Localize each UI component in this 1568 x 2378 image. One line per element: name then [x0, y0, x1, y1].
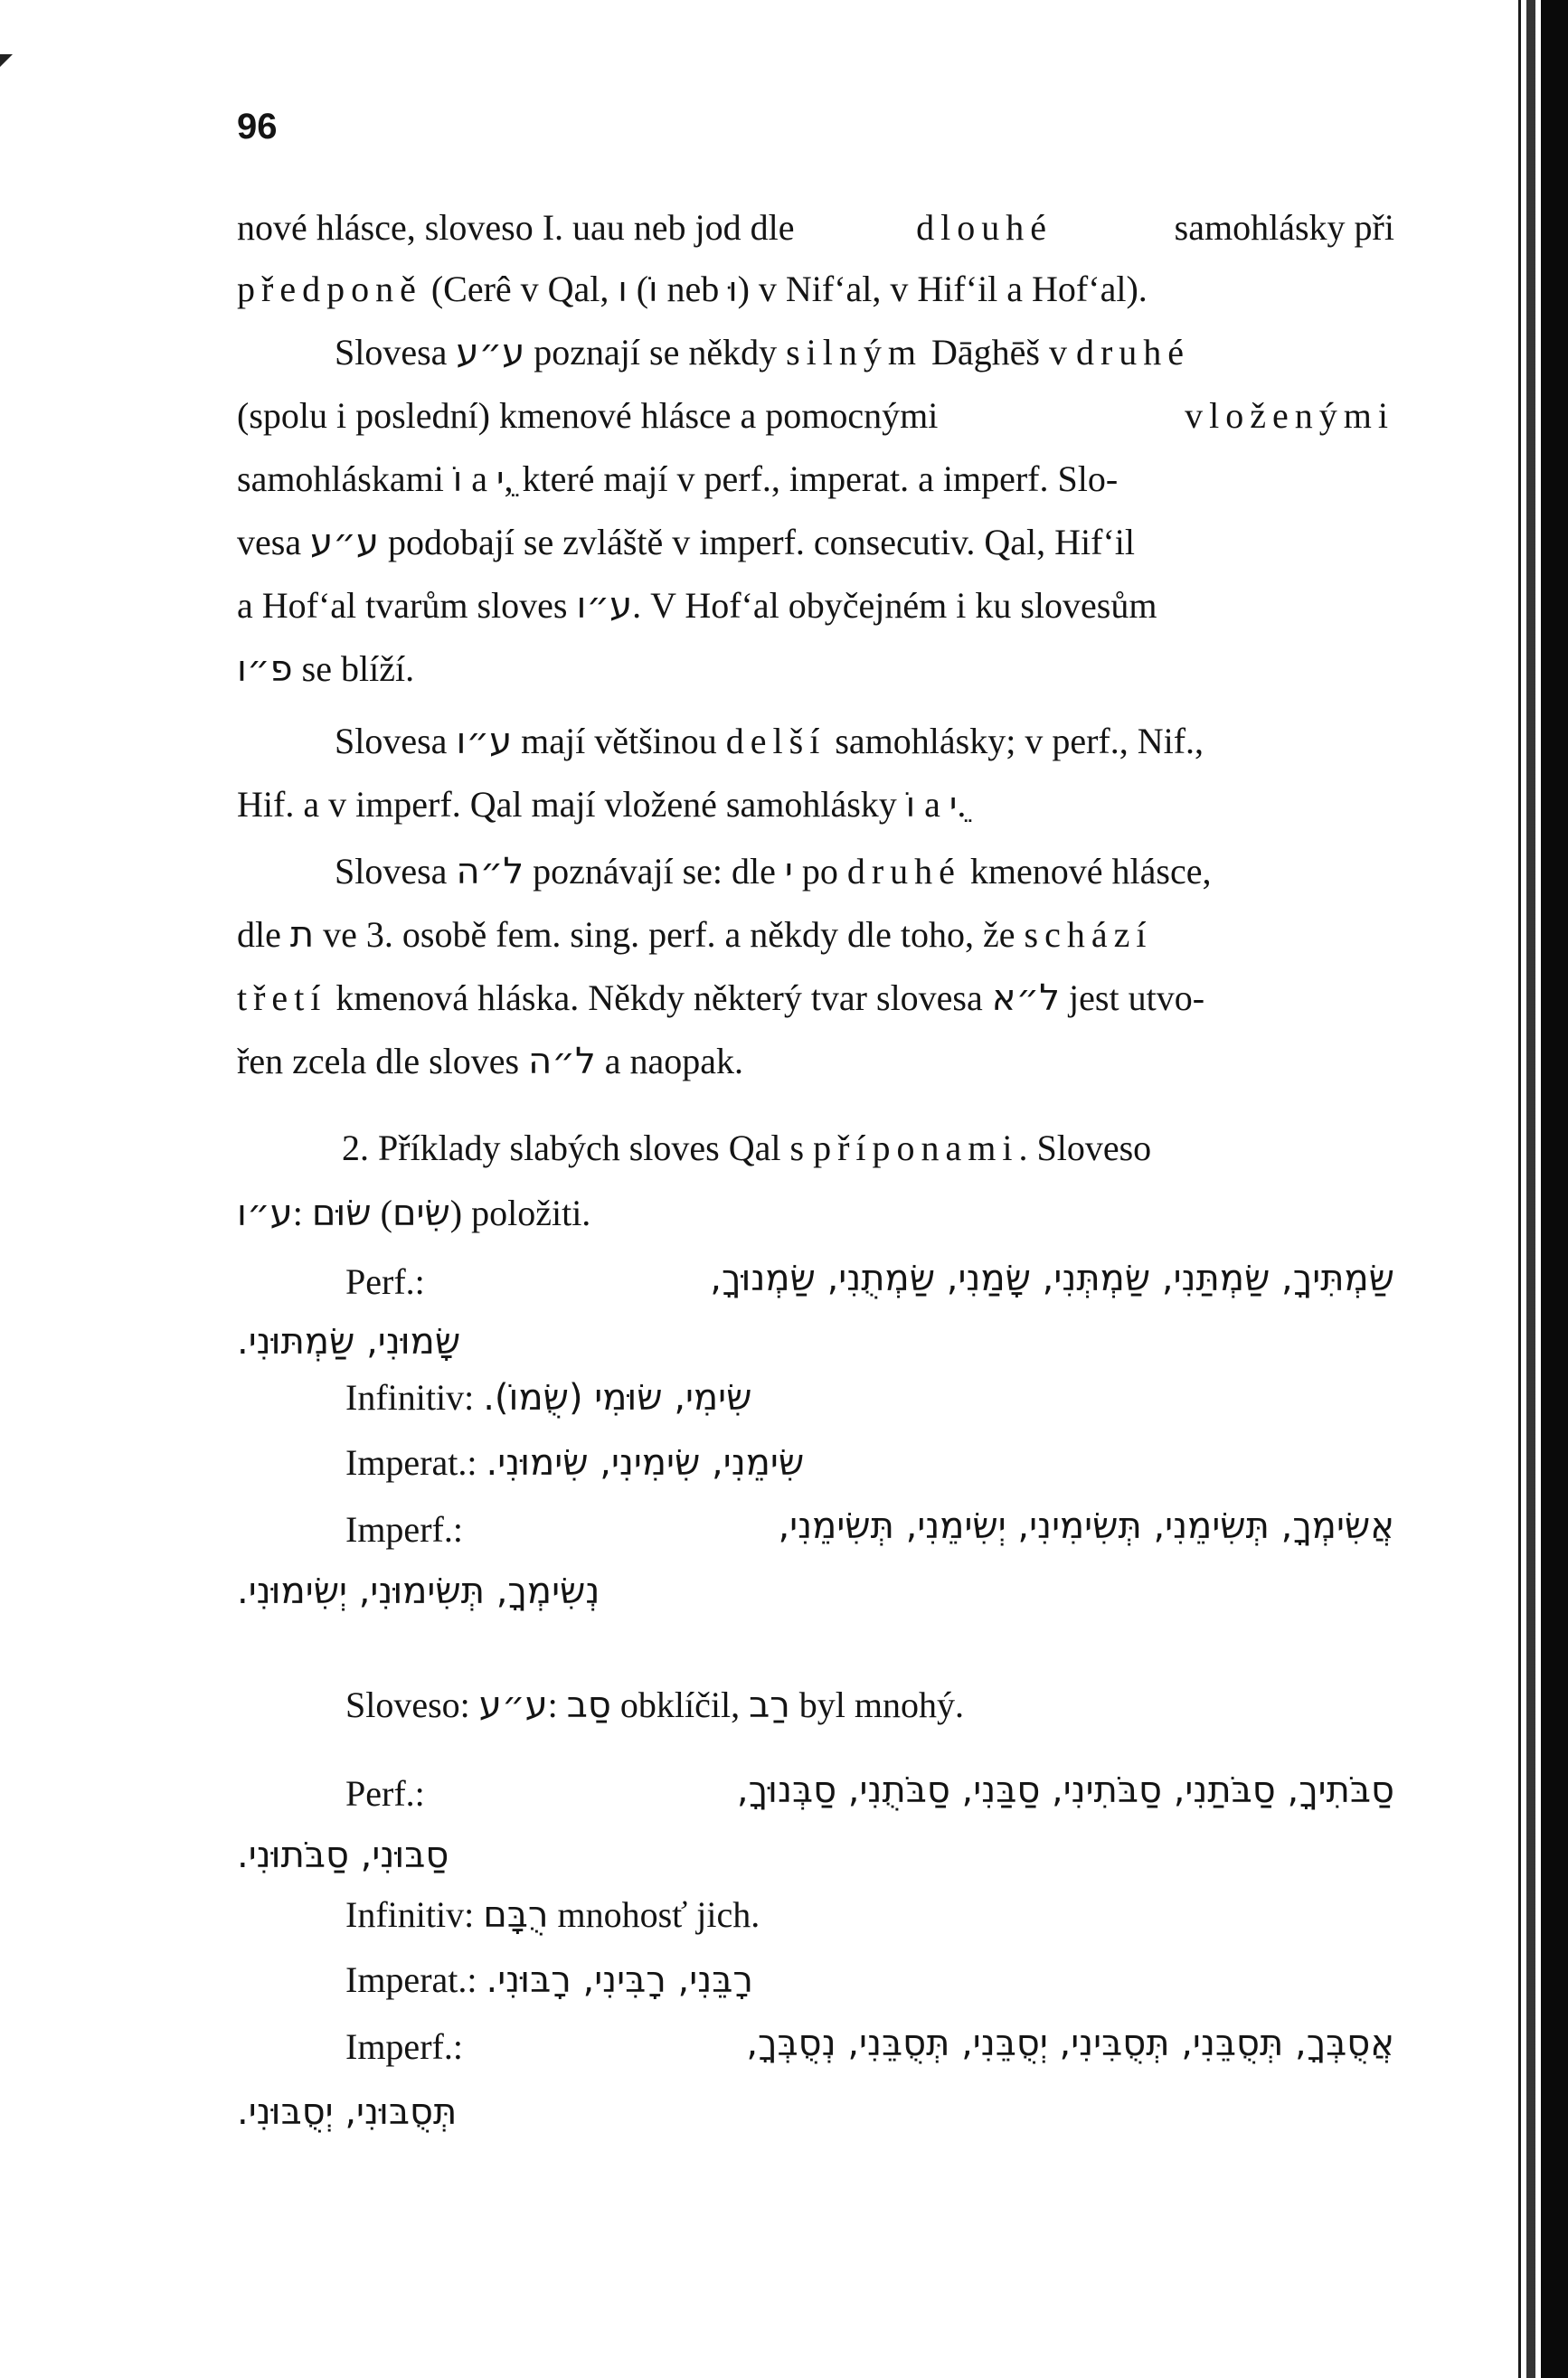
text-line: samohláskami וֹ a ֵי, které mají v perf., imperat. a imperf. Slo-	[237, 458, 1119, 499]
perf-label: Perf.:	[345, 1261, 425, 1302]
page-corner-mark	[0, 54, 13, 67]
hebrew-forms: שַׂמְתִּיךָ, שַׂמְתַּנִי, שַׂמְתְּנִי, שָׂמַנִי, שַׂמְתֻנִי, שַׂמְנוּךָ,	[710, 1258, 1394, 1299]
text-line: Infinitiv: שִׂימִי, שׂוּמִי (שֻׂמוֹ).	[345, 1377, 752, 1419]
text-line: Slovesa ל״ה poznávají se: dle י po druhé kmenové hlásce,	[335, 851, 1212, 892]
hebrew-forms: שָׂמוּנִי, שַׂמְתּוּנִי.	[237, 1321, 461, 1363]
text-line: Perf.:	[345, 1773, 425, 1814]
text-line: Slovesa ע״ע poznají se někdy silným Dāghēš v druhé	[335, 332, 1191, 373]
text-line: Imperat.: שִׂימֵנִי, שִׂימִינִי, שִׂימוּנִי.	[345, 1442, 805, 1484]
text-line: Imperat.: רָבֵּנִי, רָבִּינִי, רָבּוּנִי.	[345, 1959, 753, 2001]
text-line: Imperf.:	[345, 1509, 463, 1550]
text-line: vesa ע״ע podobají se zvláště v imperf. consecutiv. Qal, Hif‘il	[237, 522, 1135, 563]
hebrew-forms: סַבֹּתִיךָ, סַבֹּתַנִי, סַבֹּתִינִי, סַבַּנִי, סַבֹּתֻנִי, סַבְּנוּךָ,	[736, 1769, 1394, 1811]
hebrew-forms: אֲסֻבְּךָ, תְּסֻבֵּנִי, תְּסֻבִּינִי, יְסֻבֵּנִי, תְּסֻבֵּנִי, נְסֻבְּךָ,	[746, 2023, 1394, 2064]
text-line: Hif. a v imperf. Qal mají vložené samohlásky וֹ a ֵי.	[237, 784, 967, 825]
text-line: předponě (Cerê v Qal, ו (וֹ neb וּ) v Nif‘al, v Hif‘il a Hof‘al).	[237, 269, 1148, 309]
hebrew-forms: סַבּוּנִי, סַבֹּתוּנִי.	[237, 1835, 449, 1876]
text-line: dle ת ve 3. osobě fem. sing. perf. a někdy dle toho, že schází	[237, 914, 1153, 956]
text-line: Sloveso: ע״ע: סַב obklíčil, רַב byl mnohý.	[345, 1684, 965, 1726]
text-line: Slovesa ע״ו mají většinou delší samohlásky; v perf., Nif.,	[335, 721, 1204, 762]
page-number: 96	[237, 107, 278, 146]
hebrew-forms: נְשִׂימְךָ, תְּשִׂימוּנִי, יְשִׂימוּנִי.	[237, 1571, 600, 1612]
text-line: (spolu i poslední) kmenové hlásce a pomocnými vloženými	[237, 395, 1394, 436]
text-line: Infinitiv: רֻבָּם mnohosť jich.	[345, 1894, 760, 1936]
text-line: a Hof‘al tvarům sloves ע״ו. V Hof‘al obyčejném i ku slovesům	[237, 585, 1157, 627]
text-line: ע״ו: שׂוּם (שִׂים) položiti.	[237, 1193, 591, 1234]
hebrew-forms: אֲשִׂימְךָ, תְּשִׂימֵנִי, תְּשִׂימִינִי, יְשִׂימֵנִי, תְּשִׂימֵנִי,	[778, 1505, 1394, 1547]
hebrew-forms: תְּסֻבּוּנִי, יְסֻבּוּנִי.	[237, 2091, 458, 2133]
text-line: třetí kmenová hláska. Někdy některý tvar slovesa ל״א jest utvo-	[237, 977, 1205, 1019]
text-line: 2. Příklady slabých sloves Qal s příponami. Sloveso	[342, 1128, 1152, 1168]
text-line: פ״ו se blíží.	[237, 648, 415, 690]
text-line	[345, 1261, 425, 1302]
text-line: řen zcela dle sloves ל״ה a naopak.	[237, 1041, 743, 1082]
page-binding-edge	[1518, 0, 1568, 2378]
text-line: nové hlásce, sloveso I. uau neb jod dle dlouhé samohlásky při	[237, 207, 1394, 248]
text-line: Imperf.:	[345, 2026, 463, 2067]
